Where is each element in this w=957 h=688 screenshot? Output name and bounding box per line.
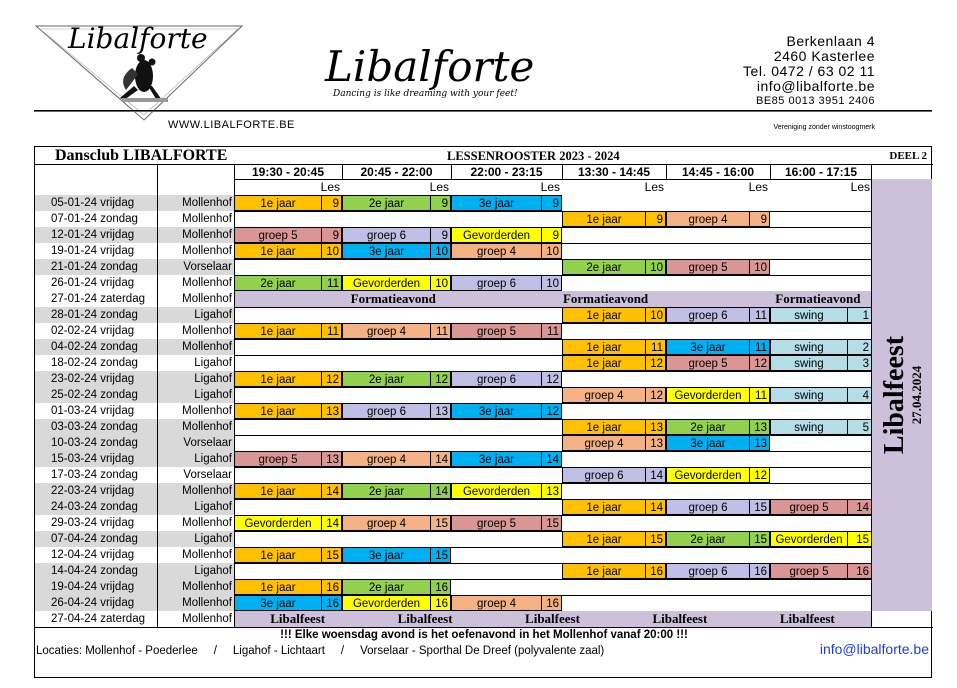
lesson-number: 12: [750, 467, 770, 483]
row-location: Ligahof: [157, 499, 234, 515]
lesson-group: swing: [770, 355, 848, 371]
lesson-group: 1e jaar: [234, 195, 322, 211]
lesson-group: groep 4: [451, 243, 542, 259]
row-date: 19-01-24 vrijdag: [35, 243, 157, 259]
row-date: 17-03-24 zondag: [35, 467, 157, 483]
lesson-group: Gevorderden: [342, 595, 431, 611]
row-date: 01-03-24 vrijdag: [35, 403, 157, 419]
address-bank: BE85 0013 3951 2406: [756, 95, 875, 107]
lesson-group: 3e jaar: [666, 339, 750, 355]
club-title: Dansclub LIBALFORTE: [55, 147, 228, 164]
lesson-number: 1: [848, 307, 872, 323]
lesson-number: 10: [750, 259, 770, 275]
footer-email[interactable]: info@libalforte.be: [819, 641, 929, 657]
lesson-group: groep 5: [666, 355, 750, 371]
lesson-number: 10: [542, 275, 562, 291]
grid-line: [770, 164, 771, 179]
dancers-icon: [120, 54, 162, 102]
row-location: Mollenhof: [157, 275, 234, 291]
lesson-group: 1e jaar: [234, 403, 322, 419]
grid-line: [562, 164, 563, 179]
row-date: 04-02-24 zondag: [35, 339, 157, 355]
timeslot-header: 19:30 - 20:45: [251, 165, 325, 179]
les-label: Les: [850, 180, 870, 194]
lesson-number: 10: [542, 243, 562, 259]
side-date: 27.04.2024: [908, 365, 924, 425]
lesson-group: 3e jaar: [451, 403, 542, 419]
row-date: 24-03-24 zondag: [35, 499, 157, 515]
lesson-group: swing: [770, 387, 848, 403]
lesson-number: 9: [431, 195, 451, 211]
lesson-group: groep 4: [562, 387, 646, 403]
row-date: 07-01-24 zondag: [35, 211, 157, 227]
lesson-number: 15: [646, 531, 666, 547]
grid-line: [871, 164, 872, 627]
lesson-number: 12: [646, 355, 666, 371]
lesson-number: 13: [750, 435, 770, 451]
row-location: Mollenhof: [157, 515, 234, 531]
lesson-group: groep 5: [451, 515, 542, 531]
row-location: Ligahof: [157, 371, 234, 387]
grid-line: [234, 179, 871, 180]
row-location: Vorselaar: [157, 467, 234, 483]
lesson-group: 1e jaar: [562, 419, 646, 435]
row-location: Mollenhof: [157, 611, 234, 627]
lesson-number: 9: [542, 227, 562, 243]
lesson-group: groep 4: [451, 595, 542, 611]
lesson-group: 3e jaar: [342, 547, 431, 563]
lesson-group: 2e jaar: [666, 531, 750, 547]
row-date: 21-01-24 zondag: [35, 259, 157, 275]
lesson-number: 13: [322, 451, 342, 467]
row-date: 28-01-24 zondag: [35, 307, 157, 323]
row-location: Ligahof: [157, 307, 234, 323]
letterhead: [0, 0, 957, 145]
lesson-number: 14: [322, 515, 342, 531]
row-date: 18-02-24 zondag: [35, 355, 157, 371]
lesson-number: 11: [646, 339, 666, 355]
lesson-group: 3e jaar: [234, 595, 322, 611]
lesson-group: 3e jaar: [451, 195, 542, 211]
row-location: Mollenhof: [157, 291, 234, 307]
lesson-number: 9: [542, 195, 562, 211]
row-date: 12-04-24 vrijdag: [35, 547, 157, 563]
lesson-group: groep 6: [342, 227, 431, 243]
address-block: [743, 34, 875, 109]
lesson-number: 12: [646, 387, 666, 403]
lesson-number: 16: [646, 563, 666, 579]
row-location: Mollenhof: [157, 323, 234, 339]
lesson-group: swing: [770, 419, 848, 435]
lesson-group: groep 5: [234, 227, 322, 243]
row-date: 05-01-24 vrijdag: [35, 195, 157, 211]
row-location: Mollenhof: [157, 195, 234, 211]
lesson-number: 11: [750, 339, 770, 355]
timeslot-header: 16:00 - 17:15: [784, 165, 858, 179]
lesson-group: 1e jaar: [234, 483, 322, 499]
lesson-number: 16: [322, 595, 342, 611]
les-label: Les: [429, 180, 449, 194]
row-location: Mollenhof: [157, 243, 234, 259]
lesson-number: 16: [322, 579, 342, 595]
row-date: 27-04-24 zaterdag: [35, 611, 157, 627]
lesson-number: 13: [646, 435, 666, 451]
address-email[interactable]: info@libalforte.be: [756, 78, 875, 94]
row-date: 19-04-24 vrijdag: [35, 579, 157, 595]
event-label: Libalfeest: [779, 611, 835, 626]
row-date: 07-04-24 zondag: [35, 531, 157, 547]
lesson-number: 9: [322, 195, 342, 211]
row-date: 29-03-24 vrijdag: [35, 515, 157, 531]
address-city: 2460 Kasterlee: [773, 48, 875, 64]
grid-line: [666, 164, 667, 179]
grid-line: [234, 164, 235, 627]
address-street: Berkenlaan 4: [786, 33, 875, 49]
lesson-group: 1e jaar: [562, 211, 646, 227]
lesson-number: 15: [542, 515, 562, 531]
lesson-number: 13: [322, 403, 342, 419]
lesson-number: 11: [322, 275, 342, 291]
lesson-number: 15: [750, 499, 770, 515]
event-label: Formatieavond: [775, 291, 861, 306]
lesson-group: groep 6: [562, 467, 646, 483]
lesson-group: 2e jaar: [342, 579, 431, 595]
lesson-group: groep 4: [342, 451, 431, 467]
grid-line: [451, 164, 452, 179]
lesson-number: 3: [848, 355, 872, 371]
footer-note: !!! Elke woensdag avond is het oefenavond in het Mollenhof vanaf 20:00 !!!: [280, 629, 688, 641]
lesson-group: Gevorderden: [451, 227, 542, 243]
lesson-number: 15: [431, 547, 451, 563]
lesson-group: 1e jaar: [562, 339, 646, 355]
lesson-group: Gevorderden: [666, 467, 750, 483]
lesson-group: groep 5: [234, 451, 322, 467]
lesson-group: 1e jaar: [234, 547, 322, 563]
timeslot-header: 14:45 - 16:00: [681, 165, 755, 179]
row-location: Vorselaar: [157, 435, 234, 451]
lesson-number: 14: [431, 451, 451, 467]
lesson-group: groep 6: [666, 563, 750, 579]
row-date: 26-04-24 vrijdag: [35, 595, 157, 611]
lesson-group: groep 5: [770, 563, 848, 579]
les-label: Les: [748, 180, 768, 194]
lesson-number: 12: [542, 371, 562, 387]
lesson-number: 11: [431, 323, 451, 339]
row-location: Ligahof: [157, 451, 234, 467]
lesson-number: 10: [431, 243, 451, 259]
vereniging: Vereniging zonder winstoogmerk: [773, 124, 875, 131]
lesson-number: 10: [646, 259, 666, 275]
row-location: Ligahof: [157, 531, 234, 547]
lesson-group: 1e jaar: [234, 323, 322, 339]
lesson-number: 15: [750, 531, 770, 547]
lesson-number: 11: [750, 387, 770, 403]
lesson-number: 14: [848, 499, 872, 515]
event-label: Libalfeest: [652, 611, 708, 626]
grid-line: [157, 164, 158, 627]
row-date: 02-02-24 vrijdag: [35, 323, 157, 339]
lesson-number: 16: [750, 563, 770, 579]
row-location: Ligahof: [157, 563, 234, 579]
lesson-group: Gevorderden: [770, 531, 848, 547]
les-label: Les: [540, 180, 560, 194]
row-date: 27-01-24 zaterdag: [35, 291, 157, 307]
footer-locations: Locaties: Mollenhof - Poederlee / Ligahof - Lichtaart / Vorselaar - Sporthal De Dreef (polyvalente zaal): [36, 645, 605, 657]
row-location: Mollenhof: [157, 403, 234, 419]
libalfeest-sidebar: [871, 179, 932, 611]
lesson-group: 1e jaar: [562, 499, 646, 515]
row-location: Mollenhof: [157, 547, 234, 563]
logo-big-text: Libalforte: [325, 42, 535, 91]
row-location: Mollenhof: [157, 227, 234, 243]
tagline: Dancing is like dreaming with your feet!: [333, 89, 518, 99]
lesson-group: 3e jaar: [451, 451, 542, 467]
lesson-group: groep 4: [342, 515, 431, 531]
row-location: Mollenhof: [157, 211, 234, 227]
event-label: Libalfeest: [270, 611, 326, 626]
les-label: Les: [644, 180, 664, 194]
lesson-group: 1e jaar: [562, 531, 646, 547]
lesson-number: 11: [542, 323, 562, 339]
event-label: Libalfeest: [397, 611, 453, 626]
lesson-group: groep 4: [342, 323, 431, 339]
lesson-number: 14: [322, 483, 342, 499]
lesson-number: 12: [750, 355, 770, 371]
row-location: Mollenhof: [157, 339, 234, 355]
lesson-group: 2e jaar: [342, 371, 431, 387]
lesson-group: groep 6: [451, 371, 542, 387]
lesson-number: 12: [431, 371, 451, 387]
lesson-number: 2: [848, 339, 872, 355]
lesson-group: swing: [770, 307, 848, 323]
event-label: Formatieavond: [562, 291, 649, 306]
lesson-group: groep 5: [451, 323, 542, 339]
header-rule: [34, 110, 932, 112]
timeslot-header: 20:45 - 22:00: [360, 165, 433, 179]
lesson-group: Gevorderden: [451, 483, 542, 499]
lesson-number: 11: [750, 307, 770, 323]
timeslot-header: 13:30 - 14:45: [577, 165, 651, 179]
lesson-group: groep 6: [666, 499, 750, 515]
lesson-number: 13: [750, 419, 770, 435]
lesson-group: Gevorderden: [234, 515, 322, 531]
grid-line: [342, 164, 343, 179]
lesson-group: 1e jaar: [562, 563, 646, 579]
timeslot-header: 22:00 - 23:15: [470, 165, 543, 179]
lesson-number: 16: [542, 595, 562, 611]
lesson-group: 3e jaar: [666, 435, 750, 451]
lesson-group: groep 4: [562, 435, 646, 451]
row-location: Mollenhof: [157, 419, 234, 435]
row-date: 23-02-24 vrijdag: [35, 371, 157, 387]
lesson-number: 13: [646, 419, 666, 435]
lesson-number: 15: [848, 531, 872, 547]
lesson-number: 9: [322, 227, 342, 243]
les-label: Les: [320, 180, 340, 194]
lesson-group: swing: [770, 339, 848, 355]
lesson-number: 12: [542, 403, 562, 419]
row-location: Mollenhof: [157, 483, 234, 499]
lesson-number: 10: [431, 275, 451, 291]
row-location: Mollenhof: [157, 595, 234, 611]
lesson-number: 14: [431, 483, 451, 499]
lesson-group: 1e jaar: [562, 307, 646, 323]
lesson-number: 15: [322, 547, 342, 563]
lesson-number: 4: [848, 387, 872, 403]
row-date: 15-03-24 vrijdag: [35, 451, 157, 467]
lesson-number: 16: [431, 595, 451, 611]
row-location: Mollenhof: [157, 579, 234, 595]
lesson-number: 9: [750, 211, 770, 227]
row-location: Ligahof: [157, 355, 234, 371]
lesson-number: 13: [542, 483, 562, 499]
lesson-number: 14: [646, 499, 666, 515]
lesson-group: 1e jaar: [234, 243, 322, 259]
lesson-group: 1e jaar: [234, 579, 322, 595]
lesson-group: Gevorderden: [666, 387, 750, 403]
lesson-number: 11: [322, 323, 342, 339]
lesson-number: 13: [431, 403, 451, 419]
schedule-table: [34, 146, 932, 678]
rooster-title: LESSENROOSTER 2023 - 2024: [447, 149, 620, 163]
lesson-group: 1e jaar: [562, 355, 646, 371]
event-label: Formatieavond: [350, 291, 436, 306]
row-date: 14-04-24 zondag: [35, 563, 157, 579]
lesson-group: 3e jaar: [342, 243, 431, 259]
lesson-number: 9: [646, 211, 666, 227]
lesson-group: groep 6: [451, 275, 542, 291]
lesson-number: 12: [322, 371, 342, 387]
lesson-number: 16: [848, 563, 872, 579]
lesson-group: Gevorderden: [342, 275, 431, 291]
lesson-group: groep 5: [770, 499, 848, 515]
address-phone: Tel. 0472 / 63 02 11: [743, 63, 875, 79]
logo-small-text: Libalforte: [68, 22, 208, 55]
row-location: Ligahof: [157, 387, 234, 403]
lesson-group: groep 6: [342, 403, 431, 419]
row-date: 12-01-24 vrijdag: [35, 227, 157, 243]
website[interactable]: WWW.LIBALFORTE.BE: [168, 119, 295, 131]
lesson-group: 2e jaar: [234, 275, 322, 291]
lesson-group: groep 5: [666, 259, 750, 275]
side-title: Libalfeest: [878, 335, 910, 455]
lesson-number: 15: [431, 515, 451, 531]
lesson-group: groep 6: [666, 307, 750, 323]
lesson-group: 2e jaar: [342, 195, 431, 211]
lesson-number: 14: [542, 451, 562, 467]
row-date: 25-02-24 zondag: [35, 387, 157, 403]
lesson-group: 2e jaar: [562, 259, 646, 275]
lesson-number: 10: [322, 243, 342, 259]
event-label: Libalfeest: [525, 611, 580, 626]
lesson-number: 14: [646, 467, 666, 483]
lesson-number: 16: [431, 579, 451, 595]
row-location: Vorselaar: [157, 259, 234, 275]
lesson-number: 10: [646, 307, 666, 323]
row-date: 26-01-24 vrijdag: [35, 275, 157, 291]
lesson-group: groep 4: [666, 211, 750, 227]
row-date: 22-03-24 vrijdag: [35, 483, 157, 499]
lesson-number: 9: [431, 227, 451, 243]
lesson-group: 2e jaar: [342, 483, 431, 499]
lesson-group: 1e jaar: [234, 371, 322, 387]
deel-label: DEEL 2: [889, 150, 927, 162]
lesson-group: 2e jaar: [666, 419, 750, 435]
row-date: 03-03-24 zondag: [35, 419, 157, 435]
lesson-number: 5: [848, 419, 872, 435]
row-date: 10-03-24 zondag: [35, 435, 157, 451]
